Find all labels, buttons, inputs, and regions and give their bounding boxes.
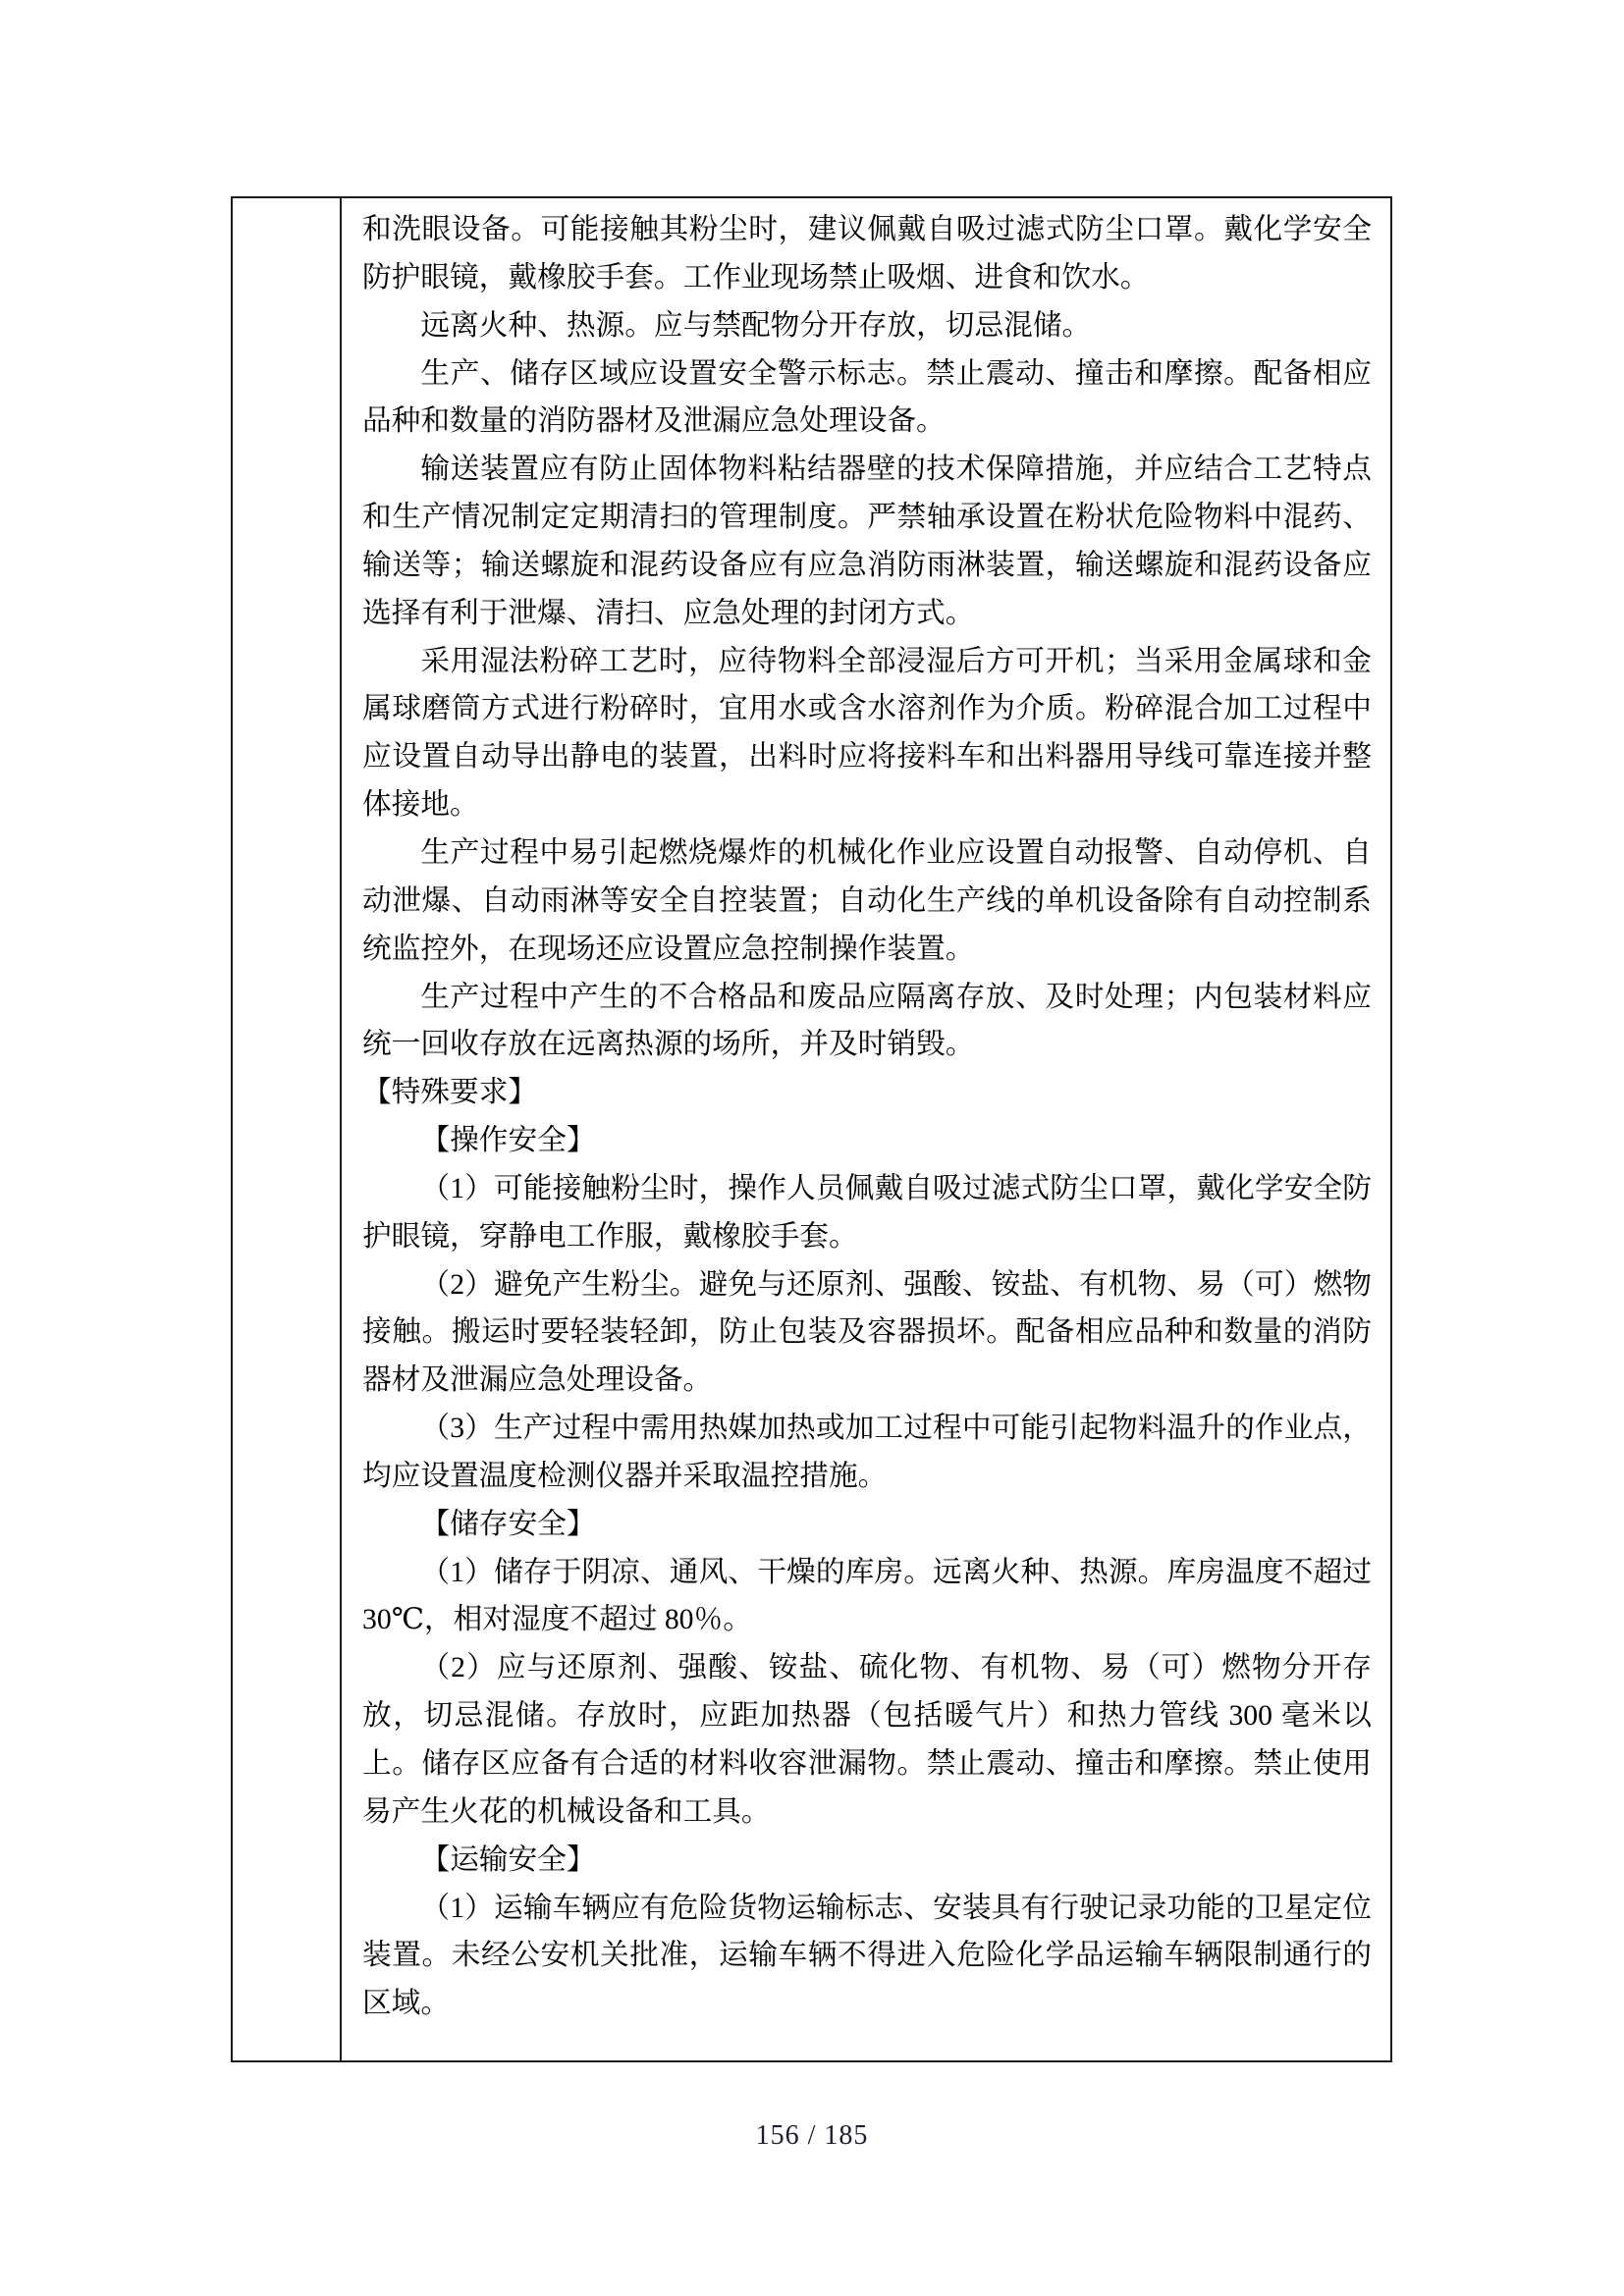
paragraph: 【特殊要求】 [362, 1077, 538, 1109]
paragraph: 【操作安全】 [420, 1125, 596, 1157]
page-number: 156 / 185 [755, 2120, 869, 2151]
paragraph: 采用湿法粉碎工艺时，应待物料全部浸湿后方可开机；当采用金属球和金属球磨筒方式进行粉碎时，宜用水或含水溶剂作为介质。粉碎混合加工过程中应设置自动导出静电的装置，出料时应将接料车和出料器用导线可靠连接并整体接地。 [362, 645, 1372, 822]
paragraph: （1）运输车辆应有危险货物运输标志、安装具有行驶记录功能的卫星定位装置。未经公安机关批准，运输车辆不得进入危险化学品运输车辆限制通行的区域。 [362, 1892, 1372, 2020]
row-label-cell [233, 198, 342, 2060]
paragraph: （1）储存于阴凉、通风、干燥的库房。远离火种、热源。库房温度不超过 30℃，相对湿度不超过 80％。 [362, 1556, 1372, 1636]
paragraph: （2）应与还原剂、强酸、铵盐、硫化物、有机物、易（可）燃物分开存放，切忌混储。存放时，应距加热器（包括暖气片）和热力管线 300 毫米以上。储存区应备有合适的材料收容泄漏物。禁止震动、撞击和摩擦。禁止使用易产生火花的机械设备和工具。 [362, 1652, 1372, 1828]
paragraph: 远离火种、热源。应与禁配物分开存放，切忌混储。 [420, 309, 1092, 342]
paragraph: 生产、储存区域应设置安全警示标志。禁止震动、撞击和摩擦。配备相应品种和数量的消防器材及泄漏应急处理设备。 [362, 357, 1372, 438]
paragraph: （2）避免产生粉尘。避免与还原剂、强酸、铵盐、有机物、易（可）燃物接触。搬运时要轻装轻卸，防止包装及容器损坏。配备相应品种和数量的消防器材及泄漏应急处理设备。 [362, 1268, 1372, 1397]
paragraph: 输送装置应有防止固体物料粘结器壁的技术保障措施，并应结合工艺特点和生产情况制定定期清扫的管理制度。严禁轴承设置在粉状危险物料中混药、输送等；输送螺旋和混药设备应有应急消防雨淋装置，输送螺旋和混药设备应选择有利于泄爆、清扫、应急处理的封闭方式。 [362, 454, 1372, 629]
paragraph: 和洗眼设备。可能接触其粉尘时，建议佩戴自吸过滤式防尘口罩。戴化学安全防护眼镜，戴橡胶手套。工作业现场禁止吸烟、进食和饮水。 [362, 214, 1372, 294]
paragraph: 【运输安全】 [420, 1843, 596, 1876]
paragraph: 生产过程中易引起燃烧爆炸的机械化作业应设置自动报警、自动停机、自动泄爆、自动雨淋等安全自控装置；自动化生产线的单机设备除有自动控制系统监控外，在现场还应设置应急控制操作装置。 [362, 836, 1372, 965]
paragraph: （3）生产过程中需用热媒加热或加工过程中可能引起物料温升的作业点，均应设置温度检测仪器并采取温控措施。 [362, 1413, 1372, 1492]
paragraph: 【储存安全】 [420, 1508, 596, 1540]
document-table [231, 196, 1392, 2062]
paragraph: 生产过程中产生的不合格品和废品应隔离存放、及时处理；内包装材料应统一回收存放在远离热源的场所，并及时销毁。 [362, 981, 1372, 1061]
paragraph: （1）可能接触粉尘时，操作人员佩戴自吸过滤式防尘口罩，戴化学安全防护眼镜，穿静电工作服，戴橡胶手套。 [362, 1172, 1372, 1253]
content-cell [342, 198, 1390, 2060]
